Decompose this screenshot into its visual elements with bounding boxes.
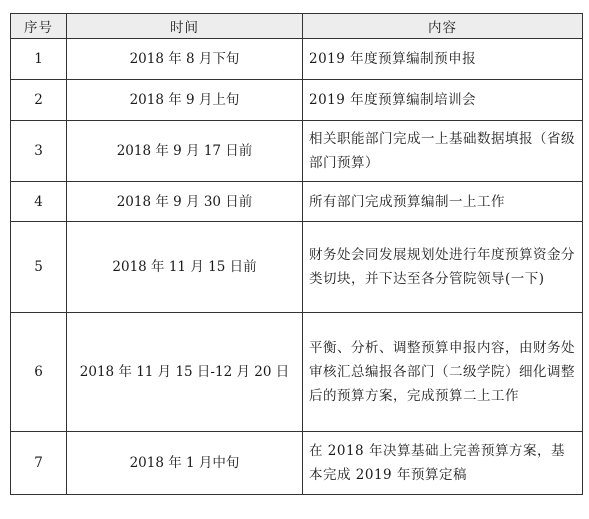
row-content: 财务处会同发展规划处进行年度预算资金分类切块，并下达至各分管院领导(一下) [303, 222, 583, 313]
row-time: 2018 年 9 月上旬 [67, 80, 303, 121]
row-number: 1 [11, 39, 67, 80]
row-content: 在 2018 年决算基础上完善预算方案，基本完成 2019 年预算定稿 [303, 432, 583, 495]
row-time: 2018 年 9 月 30 日前 [67, 182, 303, 222]
row-content: 2019 年度预算编制培训会 [303, 80, 583, 121]
row-number: 7 [11, 432, 67, 495]
row-number: 3 [11, 121, 67, 182]
table-row [11, 313, 583, 432]
header-time: 时间 [67, 14, 303, 39]
schedule-document [10, 13, 582, 509]
table-row [11, 121, 583, 182]
header-content: 内容 [303, 14, 583, 39]
budget-schedule-table [10, 13, 583, 495]
row-content: 相关职能部门完成一上基础数据填报（省级部门预算） [303, 121, 583, 182]
row-time: 2018 年 8 月下旬 [67, 39, 303, 80]
row-content: 2019 年度预算编制预申报 [303, 39, 583, 80]
row-number: 5 [11, 222, 67, 313]
row-number: 6 [11, 313, 67, 432]
table-row [11, 432, 583, 495]
header-no: 序号 [11, 14, 67, 39]
row-time: 2018 年 11 月 15 日前 [67, 222, 303, 313]
table-row [11, 80, 583, 121]
row-content: 平衡、分析、调整预算申报内容，由财务处审核汇总编报各部门（二级学院）细化调整后的预算方案，完成预算二上工作 [303, 313, 583, 432]
row-time: 2018 年 9 月 17 日前 [67, 121, 303, 182]
row-time: 2018 年 1 月中旬 [67, 432, 303, 495]
row-number: 4 [11, 182, 67, 222]
row-number: 2 [11, 80, 67, 121]
table-row [11, 182, 583, 222]
row-time: 2018 年 11 月 15 日-12 月 20 日 [67, 313, 303, 432]
row-content: 所有部门完成预算编制一上工作 [303, 182, 583, 222]
table-row [11, 222, 583, 313]
table-header-row [11, 14, 583, 39]
table-row [11, 39, 583, 80]
